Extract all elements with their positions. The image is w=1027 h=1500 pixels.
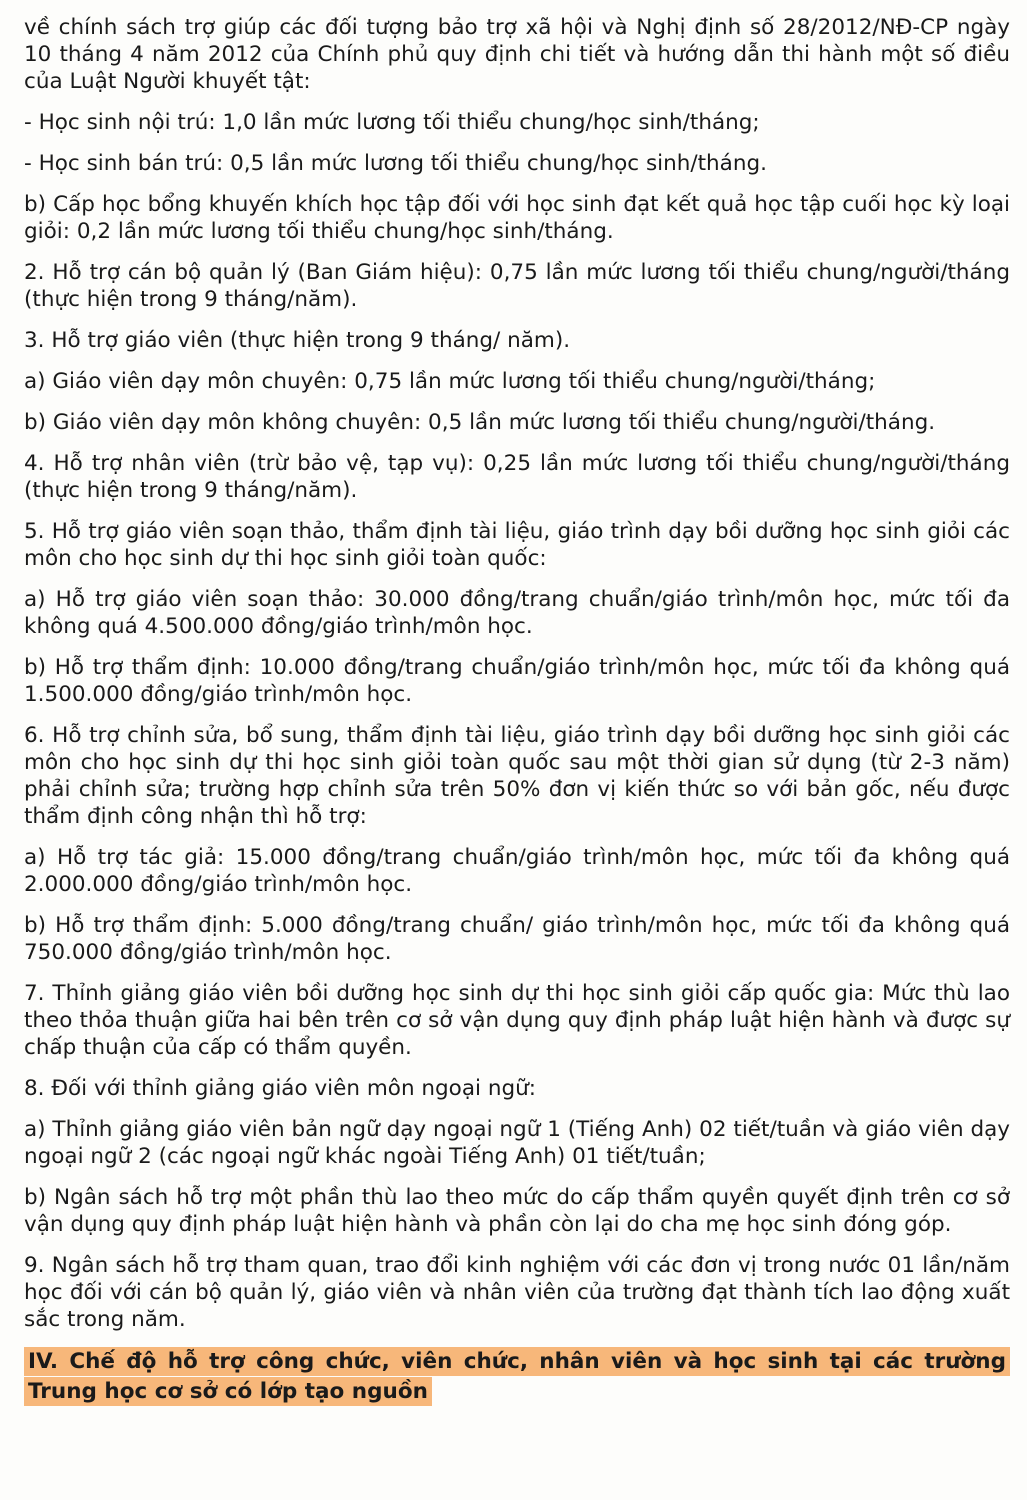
paragraph-item-3: 3. Hỗ trợ giáo viên (thực hiện trong 9 tháng/ năm). xyxy=(24,328,571,353)
paragraph-item-5a: a) Hỗ trợ giáo viên soạn thảo: 30.000 đồng/trang chuẩn/giáo trình/môn học, mức tối đa không quá 4.500.000 đồng/giáo trình/môn học. xyxy=(24,587,1010,639)
paragraph-item-7: 7. Thỉnh giảng giáo viên bồi dưỡng học sinh dự thi học sinh giỏi cấp quốc gia: Mức thù lao theo thỏa thuận giữa hai bên trên cơ sở vận dụng quy định pháp luật hiện hành và được sự chấp thuận của cấp có thẩm quyền. xyxy=(24,981,1010,1060)
document-body xyxy=(24,14,1010,1407)
paragraph-item-5: 5. Hỗ trợ giáo viên soạn thảo, thẩm định tài liệu, giáo trình dạy bồi dưỡng học sinh giỏi các môn cho học sinh dự thi học sinh giỏi toàn quốc: xyxy=(24,519,1010,571)
paragraph-item-4: 4. Hỗ trợ nhân viên (trừ bảo vệ, tạp vụ): 0,25 lần mức lương tối thiểu chung/người/tháng (thực hiện trong 9 tháng/năm). xyxy=(24,451,1010,503)
paragraph-item-8b: b) Ngân sách hỗ trợ một phần thù lao theo mức do cấp thẩm quyền quyết định trên cơ sở vận dụng quy định pháp luật hiện hành và phần còn lại do cha mẹ học sinh đóng góp. xyxy=(24,1185,1010,1237)
paragraph-boarding-students: - Học sinh nội trú: 1,0 lần mức lương tối thiểu chung/học sinh/tháng; xyxy=(24,110,760,135)
paragraph-item-6: 6. Hỗ trợ chỉnh sửa, bổ sung, thẩm định tài liệu, giáo trình dạy bồi dưỡng học sinh giỏi các môn cho học sinh dự thi học sinh giỏi toàn quốc sau một thời gian sử dụng (từ 2-3 năm) phải chỉnh sửa; trường hợp chỉnh sửa trên 50% đơn vị kiến thức so với bản gốc, nếu được thẩm định công nhận thì hỗ trợ: xyxy=(24,723,1010,829)
paragraph-item-2: 2. Hỗ trợ cán bộ quản lý (Ban Giám hiệu): 0,75 lần mức lương tối thiểu chung/người/tháng (thực hiện trong 9 tháng/năm). xyxy=(24,260,1010,312)
paragraph-item-3a: a) Giáo viên dạy môn chuyên: 0,75 lần mức lương tối thiểu chung/người/tháng; xyxy=(24,369,876,394)
paragraph-intro-continued: về chính sách trợ giúp các đối tượng bảo trợ xã hội và Nghị định số 28/2012/NĐ-CP ngày 10 tháng 4 năm 2012 của Chính phủ quy định chi tiết và hướng dẫn thi hành một số điều của Luật Người khuyết tật: xyxy=(24,15,1010,94)
paragraph-item-6a: a) Hỗ trợ tác giả: 15.000 đồng/trang chuẩn/giáo trình/môn học, mức tối đa không quá 2.000.000 đồng/giáo trình/môn học. xyxy=(24,845,1010,897)
paragraph-item-8a: a) Thỉnh giảng giáo viên bản ngữ dạy ngoại ngữ 1 (Tiếng Anh) 02 tiết/tuần và giáo viên dạy ngoại ngữ 2 (các ngoại ngữ khác ngoài Tiếng Anh) 01 tiết/tuần; xyxy=(24,1117,1010,1169)
paragraph-semi-boarding-students: - Học sinh bán trú: 0,5 lần mức lương tối thiểu chung/học sinh/tháng. xyxy=(24,151,767,176)
paragraph-item-9: 9. Ngân sách hỗ trợ tham quan, trao đổi kinh nghiệm với các đơn vị trong nước 01 lần/năm học đối với cán bộ quản lý, giáo viên và nhân viên của trường đạt thành tích lao động xuất sắc trong năm. xyxy=(24,1253,1010,1332)
section-heading-iv: IV. Chế độ hỗ trợ công chức, viên chức, nhân viên và học sinh tại các trường Trung học cơ sở có lớp tạo nguồn xyxy=(24,1347,1010,1406)
paragraph-item-5b: b) Hỗ trợ thẩm định: 10.000 đồng/trang chuẩn/giáo trình/môn học, mức tối đa không quá 1.500.000 đồng/giáo trình/môn học. xyxy=(24,655,1010,707)
paragraph-scholarship: b) Cấp học bổng khuyến khích học tập đối với học sinh đạt kết quả học tập cuối học kỳ loại giỏi: 0,2 lần mức lương tối thiểu chung/học sinh/tháng. xyxy=(24,192,1010,244)
section-heading-container xyxy=(24,1347,1010,1407)
paragraph-item-6b: b) Hỗ trợ thẩm định: 5.000 đồng/trang chuẩn/ giáo trình/môn học, mức tối đa không quá 750.000 đồng/giáo trình/môn học. xyxy=(24,913,1010,965)
paragraph-item-8: 8. Đối với thỉnh giảng giáo viên môn ngoại ngữ: xyxy=(24,1076,536,1101)
paragraph-item-3b: b) Giáo viên dạy môn không chuyên: 0,5 lần mức lương tối thiểu chung/người/tháng. xyxy=(24,410,936,435)
